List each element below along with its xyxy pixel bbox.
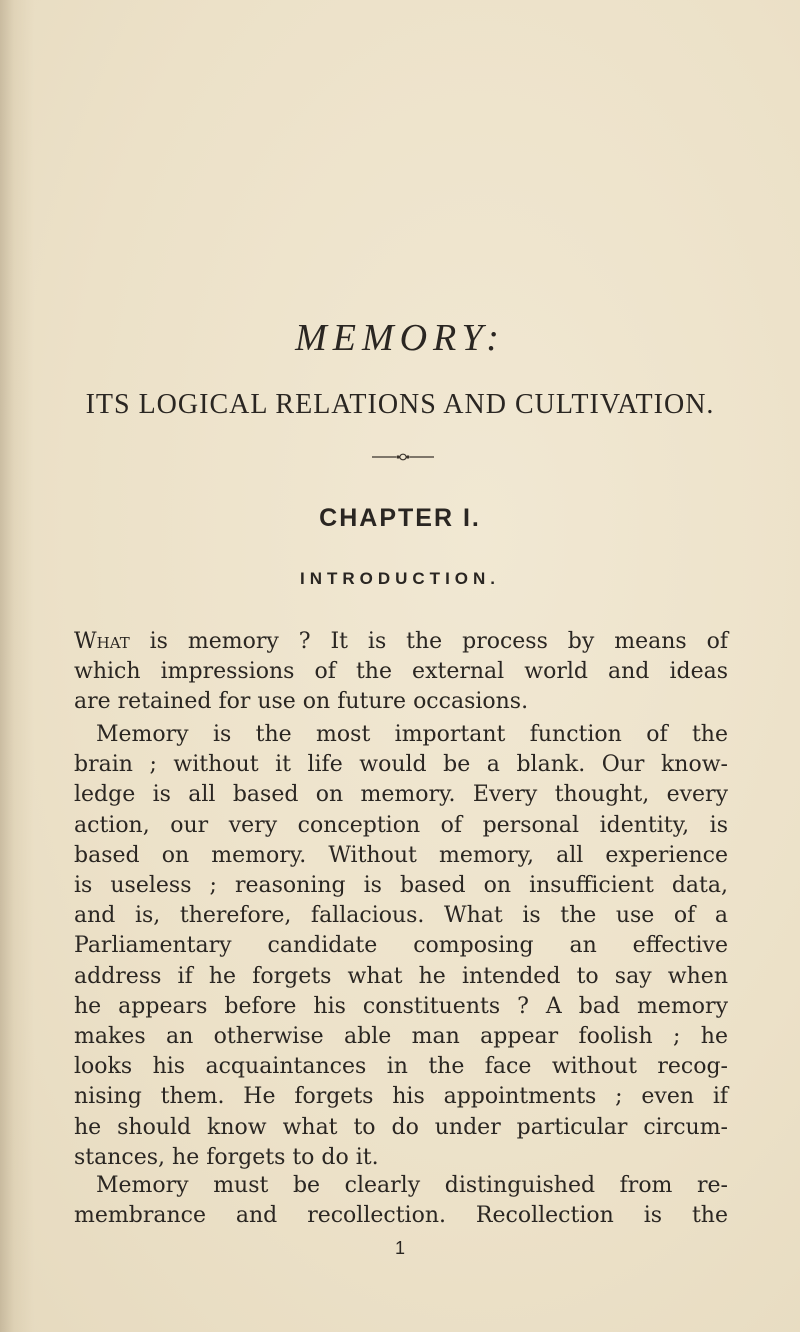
chapter-heading: CHAPTER I. xyxy=(319,504,481,532)
paragraph-line: action, our very conception of personal identity, is xyxy=(74,812,728,838)
paragraph-line: What is memory ? It is the process by means of xyxy=(74,629,728,654)
paragraph-line: looks his acquaintances in the face without recog- xyxy=(74,1054,728,1080)
paragraph-line: is useless ; reasoning is based on insufficient data, xyxy=(74,873,728,899)
paragraph-line: ledge is all based on memory. Every thought, every xyxy=(74,782,728,808)
book-title: MEMORY: xyxy=(295,317,505,359)
paragraph-2 xyxy=(74,720,728,1173)
paragraph-line: stances, he forgets to do it. xyxy=(74,1144,379,1170)
paragraph-line: Parliamentary candidate composing an effective xyxy=(74,933,728,959)
paragraph-line: Memory is the most important function of the xyxy=(96,722,728,747)
paragraph-line: which impressions of the external world and ideas xyxy=(74,659,728,685)
paragraph-1 xyxy=(74,627,728,718)
paragraph-line: nising them. He forgets his appointments ; even if xyxy=(74,1084,728,1110)
paragraph-line: based on memory. Without memory, all experience xyxy=(74,842,728,868)
paragraph-line: and is, therefore, fallacious. What is the use of a xyxy=(74,903,728,929)
book-subtitle: ITS LOGICAL RELATIONS AND CULTIVATION. xyxy=(85,389,715,420)
opening-word: What xyxy=(74,629,130,654)
paragraph-line: Memory must be clearly distinguished from re- xyxy=(96,1173,728,1198)
paragraph-line: brain ; without it life would be a blank. Our know- xyxy=(74,752,728,778)
paragraph-line: membrance and recollection. Recollection is the xyxy=(74,1203,728,1229)
ornament-divider-icon xyxy=(372,452,434,462)
paragraph-line: he should know what to do under particular circum- xyxy=(74,1114,728,1140)
section-heading: INTRODUCTION. xyxy=(299,569,501,588)
paragraph-3 xyxy=(74,1171,728,1231)
paragraph-line: makes an otherwise able man appear foolish ; he xyxy=(74,1024,728,1050)
page-number: 1 xyxy=(394,1238,405,1258)
paragraph-line: he appears before his constituents ? A bad memory xyxy=(74,993,728,1019)
paragraph-line: are retained for use on future occasions. xyxy=(74,689,529,715)
paragraph-line: address if he forgets what he intended to say when xyxy=(74,963,728,989)
